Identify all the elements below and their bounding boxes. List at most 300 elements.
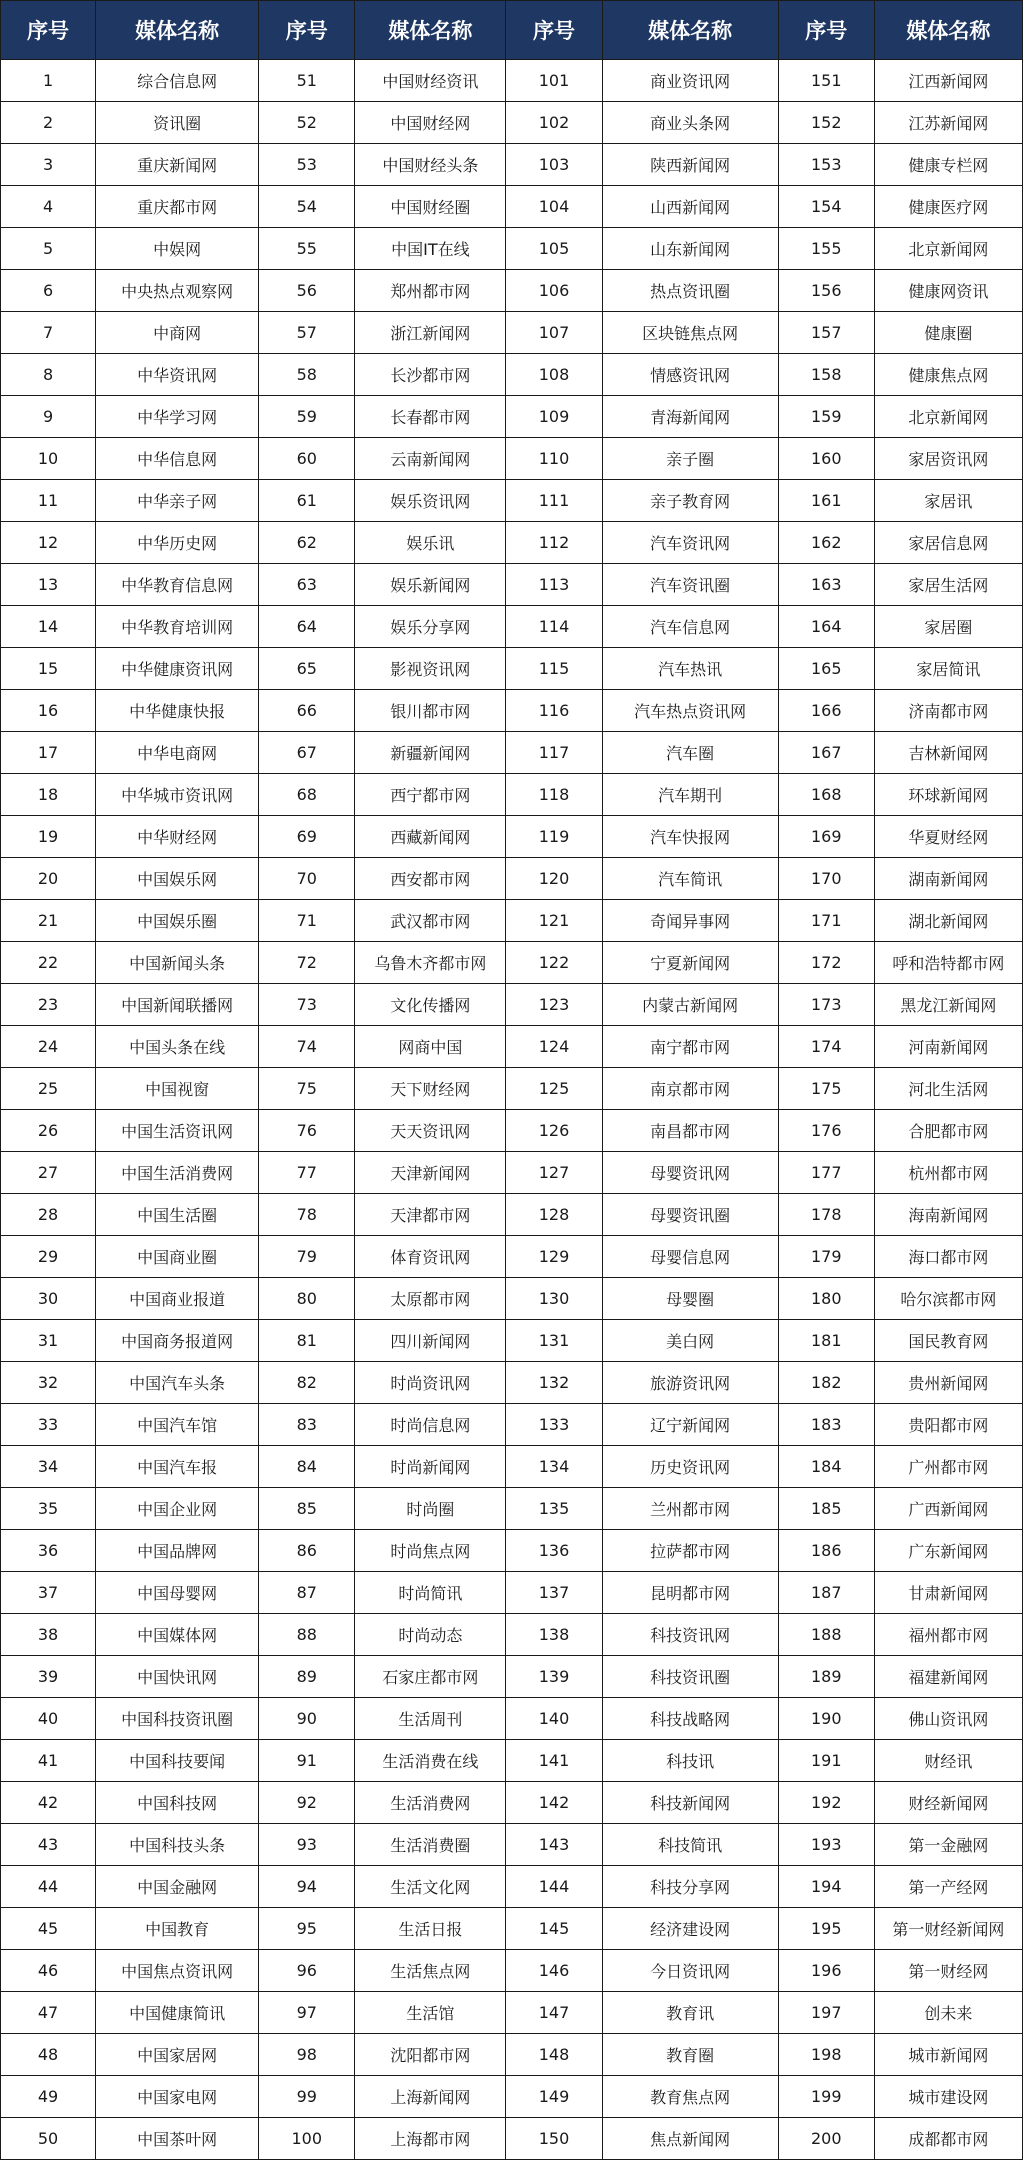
table-row [1, 648, 1023, 690]
row-seq-number: 135 [506, 1488, 602, 1530]
row-media-name: 中国汽车头条 [96, 1362, 259, 1404]
row-media-name: 汽车热点资讯网 [602, 690, 778, 732]
row-seq-number: 111 [506, 480, 602, 522]
row-seq-number: 98 [259, 2034, 355, 2076]
table-row [1, 774, 1023, 816]
row-media-name: 娱乐资讯网 [355, 480, 506, 522]
row-seq-number: 154 [778, 186, 874, 228]
row-media-name: 教育圈 [602, 2034, 778, 2076]
row-media-name: 西宁都市网 [355, 774, 506, 816]
row-media-name: 海口都市网 [874, 1236, 1022, 1278]
table-row [1, 480, 1023, 522]
row-media-name: 中华信息网 [96, 438, 259, 480]
row-seq-number: 127 [506, 1152, 602, 1194]
row-media-name: 生活文化网 [355, 1866, 506, 1908]
row-media-name: 太原都市网 [355, 1278, 506, 1320]
table-row [1, 1152, 1023, 1194]
row-media-name: 汽车圈 [602, 732, 778, 774]
row-seq-number: 78 [259, 1194, 355, 1236]
row-seq-number: 195 [778, 1908, 874, 1950]
row-media-name: 中华财经网 [96, 816, 259, 858]
row-seq-number: 149 [506, 2076, 602, 2118]
row-media-name: 天天资讯网 [355, 1110, 506, 1152]
row-seq-number: 11 [1, 480, 96, 522]
row-seq-number: 179 [778, 1236, 874, 1278]
table-row [1, 606, 1023, 648]
row-seq-number: 75 [259, 1068, 355, 1110]
row-media-name: 汽车快报网 [602, 816, 778, 858]
row-seq-number: 104 [506, 186, 602, 228]
row-seq-number: 122 [506, 942, 602, 984]
row-media-name: 中国茶叶网 [96, 2118, 259, 2160]
table-row [1, 1278, 1023, 1320]
row-media-name: 广东新闻网 [874, 1530, 1022, 1572]
row-media-name: 济南都市网 [874, 690, 1022, 732]
header-media-name: 媒体名称 [96, 1, 259, 60]
row-seq-number: 74 [259, 1026, 355, 1068]
row-seq-number: 59 [259, 396, 355, 438]
row-media-name: 母婴信息网 [602, 1236, 778, 1278]
row-media-name: 辽宁新闻网 [602, 1404, 778, 1446]
row-media-name: 武汉都市网 [355, 900, 506, 942]
row-seq-number: 89 [259, 1656, 355, 1698]
row-seq-number: 141 [506, 1740, 602, 1782]
row-media-name: 长沙都市网 [355, 354, 506, 396]
row-media-name: 中国财经圈 [355, 186, 506, 228]
row-media-name: 家居信息网 [874, 522, 1022, 564]
row-seq-number: 194 [778, 1866, 874, 1908]
row-media-name: 广州都市网 [874, 1446, 1022, 1488]
row-media-name: 江苏新闻网 [874, 102, 1022, 144]
row-media-name: 中国新闻联播网 [96, 984, 259, 1026]
row-media-name: 哈尔滨都市网 [874, 1278, 1022, 1320]
row-media-name: 中央热点观察网 [96, 270, 259, 312]
row-media-name: 家居简讯 [874, 648, 1022, 690]
row-media-name: 母婴资讯圈 [602, 1194, 778, 1236]
row-media-name: 商业资讯网 [602, 60, 778, 102]
row-media-name: 中国生活消费网 [96, 1152, 259, 1194]
row-seq-number: 88 [259, 1614, 355, 1656]
row-seq-number: 65 [259, 648, 355, 690]
row-media-name: 四川新闻网 [355, 1320, 506, 1362]
row-media-name: 江西新闻网 [874, 60, 1022, 102]
row-seq-number: 49 [1, 2076, 96, 2118]
row-media-name: 热点资讯圈 [602, 270, 778, 312]
row-media-name: 北京新闻网 [874, 396, 1022, 438]
row-media-name: 天津新闻网 [355, 1152, 506, 1194]
row-media-name: 湖北新闻网 [874, 900, 1022, 942]
row-media-name: 中国母婴网 [96, 1572, 259, 1614]
row-seq-number: 133 [506, 1404, 602, 1446]
row-seq-number: 69 [259, 816, 355, 858]
row-seq-number: 71 [259, 900, 355, 942]
row-seq-number: 3 [1, 144, 96, 186]
row-media-name: 科技讯 [602, 1740, 778, 1782]
row-media-name: 西藏新闻网 [355, 816, 506, 858]
row-seq-number: 67 [259, 732, 355, 774]
row-media-name: 中国IT在线 [355, 228, 506, 270]
row-media-name: 体育资讯网 [355, 1236, 506, 1278]
table-row [1, 1404, 1023, 1446]
row-media-name: 生活消费网 [355, 1782, 506, 1824]
table-row [1, 1824, 1023, 1866]
row-seq-number: 40 [1, 1698, 96, 1740]
row-seq-number: 29 [1, 1236, 96, 1278]
table-row [1, 1614, 1023, 1656]
row-media-name: 亲子圈 [602, 438, 778, 480]
row-media-name: 第一财经网 [874, 1950, 1022, 1992]
row-media-name: 区块链焦点网 [602, 312, 778, 354]
row-media-name: 长春都市网 [355, 396, 506, 438]
row-seq-number: 13 [1, 564, 96, 606]
row-seq-number: 39 [1, 1656, 96, 1698]
row-media-name: 杭州都市网 [874, 1152, 1022, 1194]
row-seq-number: 27 [1, 1152, 96, 1194]
row-media-name: 中国企业网 [96, 1488, 259, 1530]
row-seq-number: 142 [506, 1782, 602, 1824]
row-media-name: 中华历史网 [96, 522, 259, 564]
table-row [1, 1530, 1023, 1572]
row-seq-number: 94 [259, 1866, 355, 1908]
row-media-name: 家居资讯网 [874, 438, 1022, 480]
row-media-name: 科技资讯网 [602, 1614, 778, 1656]
row-seq-number: 123 [506, 984, 602, 1026]
row-seq-number: 19 [1, 816, 96, 858]
row-seq-number: 4 [1, 186, 96, 228]
row-media-name: 中国汽车报 [96, 1446, 259, 1488]
row-seq-number: 101 [506, 60, 602, 102]
row-seq-number: 192 [778, 1782, 874, 1824]
row-seq-number: 20 [1, 858, 96, 900]
row-seq-number: 48 [1, 2034, 96, 2076]
row-seq-number: 129 [506, 1236, 602, 1278]
row-seq-number: 24 [1, 1026, 96, 1068]
table-row [1, 1656, 1023, 1698]
row-media-name: 重庆都市网 [96, 186, 259, 228]
row-seq-number: 2 [1, 102, 96, 144]
row-seq-number: 81 [259, 1320, 355, 1362]
row-media-name: 生活消费在线 [355, 1740, 506, 1782]
row-media-name: 旅游资讯网 [602, 1362, 778, 1404]
row-media-name: 南京都市网 [602, 1068, 778, 1110]
table-row [1, 60, 1023, 102]
row-media-name: 兰州都市网 [602, 1488, 778, 1530]
row-seq-number: 28 [1, 1194, 96, 1236]
row-seq-number: 77 [259, 1152, 355, 1194]
row-seq-number: 118 [506, 774, 602, 816]
row-media-name: 海南新闻网 [874, 1194, 1022, 1236]
row-media-name: 宁夏新闻网 [602, 942, 778, 984]
row-media-name: 中国视窗 [96, 1068, 259, 1110]
row-media-name: 中国财经资讯 [355, 60, 506, 102]
row-media-name: 家居生活网 [874, 564, 1022, 606]
row-media-name: 中国商业圈 [96, 1236, 259, 1278]
row-media-name: 娱乐讯 [355, 522, 506, 564]
row-media-name: 教育焦点网 [602, 2076, 778, 2118]
row-seq-number: 25 [1, 1068, 96, 1110]
row-media-name: 合肥都市网 [874, 1110, 1022, 1152]
row-media-name: 河南新闻网 [874, 1026, 1022, 1068]
row-seq-number: 115 [506, 648, 602, 690]
row-seq-number: 174 [778, 1026, 874, 1068]
row-media-name: 浙江新闻网 [355, 312, 506, 354]
row-media-name: 中华城市资讯网 [96, 774, 259, 816]
row-seq-number: 152 [778, 102, 874, 144]
row-seq-number: 54 [259, 186, 355, 228]
row-seq-number: 86 [259, 1530, 355, 1572]
row-seq-number: 100 [259, 2118, 355, 2160]
row-seq-number: 176 [778, 1110, 874, 1152]
row-seq-number: 146 [506, 1950, 602, 1992]
row-media-name: 河北生活网 [874, 1068, 1022, 1110]
row-seq-number: 76 [259, 1110, 355, 1152]
row-seq-number: 80 [259, 1278, 355, 1320]
table-row [1, 438, 1023, 480]
row-seq-number: 144 [506, 1866, 602, 1908]
row-seq-number: 64 [259, 606, 355, 648]
row-seq-number: 160 [778, 438, 874, 480]
row-seq-number: 97 [259, 1992, 355, 2034]
row-seq-number: 166 [778, 690, 874, 732]
row-media-name: 历史资讯网 [602, 1446, 778, 1488]
table-row [1, 564, 1023, 606]
row-media-name: 中国家电网 [96, 2076, 259, 2118]
row-seq-number: 85 [259, 1488, 355, 1530]
row-seq-number: 68 [259, 774, 355, 816]
row-seq-number: 185 [778, 1488, 874, 1530]
table-row [1, 144, 1023, 186]
row-media-name: 生活日报 [355, 1908, 506, 1950]
row-media-name: 亲子教育网 [602, 480, 778, 522]
row-media-name: 天下财经网 [355, 1068, 506, 1110]
row-media-name: 经济建设网 [602, 1908, 778, 1950]
row-seq-number: 114 [506, 606, 602, 648]
row-media-name: 石家庄都市网 [355, 1656, 506, 1698]
header-media-name: 媒体名称 [355, 1, 506, 60]
table-body [1, 60, 1023, 2160]
row-seq-number: 116 [506, 690, 602, 732]
row-seq-number: 137 [506, 1572, 602, 1614]
row-media-name: 中国科技要闻 [96, 1740, 259, 1782]
row-seq-number: 177 [778, 1152, 874, 1194]
table-row [1, 1362, 1023, 1404]
row-media-name: 时尚简讯 [355, 1572, 506, 1614]
table-row [1, 270, 1023, 312]
row-seq-number: 180 [778, 1278, 874, 1320]
row-seq-number: 32 [1, 1362, 96, 1404]
row-seq-number: 169 [778, 816, 874, 858]
row-seq-number: 22 [1, 942, 96, 984]
row-seq-number: 198 [778, 2034, 874, 2076]
table-row [1, 1698, 1023, 1740]
row-media-name: 中商网 [96, 312, 259, 354]
row-seq-number: 51 [259, 60, 355, 102]
row-seq-number: 46 [1, 1950, 96, 1992]
row-media-name: 时尚圈 [355, 1488, 506, 1530]
table-row [1, 1488, 1023, 1530]
table-row [1, 690, 1023, 732]
row-media-name: 汽车信息网 [602, 606, 778, 648]
row-media-name: 中国品牌网 [96, 1530, 259, 1572]
header-seq: 序号 [1, 1, 96, 60]
table-row [1, 1320, 1023, 1362]
row-media-name: 科技新闻网 [602, 1782, 778, 1824]
row-seq-number: 190 [778, 1698, 874, 1740]
row-seq-number: 163 [778, 564, 874, 606]
row-seq-number: 96 [259, 1950, 355, 1992]
row-media-name: 健康网资讯 [874, 270, 1022, 312]
row-media-name: 汽车简讯 [602, 858, 778, 900]
header-seq: 序号 [506, 1, 602, 60]
row-media-name: 中国科技头条 [96, 1824, 259, 1866]
row-media-name: 时尚信息网 [355, 1404, 506, 1446]
row-seq-number: 150 [506, 2118, 602, 2160]
row-media-name: 呼和浩特都市网 [874, 942, 1022, 984]
row-seq-number: 147 [506, 1992, 602, 2034]
row-seq-number: 161 [778, 480, 874, 522]
row-seq-number: 162 [778, 522, 874, 564]
row-seq-number: 119 [506, 816, 602, 858]
table-row [1, 1992, 1023, 2034]
row-seq-number: 138 [506, 1614, 602, 1656]
row-media-name: 生活消费圈 [355, 1824, 506, 1866]
row-seq-number: 199 [778, 2076, 874, 2118]
row-seq-number: 66 [259, 690, 355, 732]
row-media-name: 财经讯 [874, 1740, 1022, 1782]
row-seq-number: 102 [506, 102, 602, 144]
row-media-name: 时尚焦点网 [355, 1530, 506, 1572]
row-media-name: 中国生活圈 [96, 1194, 259, 1236]
row-media-name: 佛山资讯网 [874, 1698, 1022, 1740]
table-row [1, 228, 1023, 270]
row-media-name: 时尚资讯网 [355, 1362, 506, 1404]
row-seq-number: 175 [778, 1068, 874, 1110]
row-media-name: 成都都市网 [874, 2118, 1022, 2160]
row-seq-number: 187 [778, 1572, 874, 1614]
row-seq-number: 110 [506, 438, 602, 480]
row-media-name: 福州都市网 [874, 1614, 1022, 1656]
table-row [1, 2118, 1023, 2160]
row-seq-number: 83 [259, 1404, 355, 1446]
row-seq-number: 182 [778, 1362, 874, 1404]
row-media-name: 中国教育 [96, 1908, 259, 1950]
row-seq-number: 139 [506, 1656, 602, 1698]
row-media-name: 中国商务报道网 [96, 1320, 259, 1362]
row-media-name: 生活焦点网 [355, 1950, 506, 1992]
row-seq-number: 171 [778, 900, 874, 942]
row-seq-number: 12 [1, 522, 96, 564]
header-media-name: 媒体名称 [602, 1, 778, 60]
row-seq-number: 132 [506, 1362, 602, 1404]
row-seq-number: 145 [506, 1908, 602, 1950]
row-media-name: 中华电商网 [96, 732, 259, 774]
row-media-name: 中国商业报道 [96, 1278, 259, 1320]
row-media-name: 第一财经新闻网 [874, 1908, 1022, 1950]
row-seq-number: 62 [259, 522, 355, 564]
row-media-name: 南昌都市网 [602, 1110, 778, 1152]
row-seq-number: 159 [778, 396, 874, 438]
table-row [1, 102, 1023, 144]
row-media-name: 财经新闻网 [874, 1782, 1022, 1824]
row-seq-number: 183 [778, 1404, 874, 1446]
row-media-name: 中华健康资讯网 [96, 648, 259, 690]
row-seq-number: 117 [506, 732, 602, 774]
row-media-name: 汽车期刊 [602, 774, 778, 816]
table-row [1, 900, 1023, 942]
table-row [1, 312, 1023, 354]
row-seq-number: 93 [259, 1824, 355, 1866]
row-media-name: 中华亲子网 [96, 480, 259, 522]
row-seq-number: 173 [778, 984, 874, 1026]
row-seq-number: 196 [778, 1950, 874, 1992]
row-seq-number: 193 [778, 1824, 874, 1866]
row-media-name: 情感资讯网 [602, 354, 778, 396]
row-seq-number: 43 [1, 1824, 96, 1866]
table-row [1, 942, 1023, 984]
table-row [1, 1866, 1023, 1908]
table-row [1, 1908, 1023, 1950]
row-media-name: 中国快讯网 [96, 1656, 259, 1698]
row-media-name: 文化传播网 [355, 984, 506, 1026]
row-media-name: 中国健康简讯 [96, 1992, 259, 2034]
row-seq-number: 33 [1, 1404, 96, 1446]
table-row [1, 2076, 1023, 2118]
row-seq-number: 164 [778, 606, 874, 648]
row-seq-number: 31 [1, 1320, 96, 1362]
row-seq-number: 136 [506, 1530, 602, 1572]
row-media-name: 今日资讯网 [602, 1950, 778, 1992]
row-media-name: 汽车热讯 [602, 648, 778, 690]
row-media-name: 云南新闻网 [355, 438, 506, 480]
row-media-name: 福建新闻网 [874, 1656, 1022, 1698]
row-seq-number: 99 [259, 2076, 355, 2118]
row-media-name: 中华学习网 [96, 396, 259, 438]
row-seq-number: 21 [1, 900, 96, 942]
row-seq-number: 53 [259, 144, 355, 186]
row-seq-number: 112 [506, 522, 602, 564]
table-row [1, 396, 1023, 438]
row-media-name: 影视资讯网 [355, 648, 506, 690]
row-media-name: 内蒙古新闻网 [602, 984, 778, 1026]
row-seq-number: 35 [1, 1488, 96, 1530]
table-header-row [1, 1, 1023, 60]
row-media-name: 贵阳都市网 [874, 1404, 1022, 1446]
row-media-name: 中娱网 [96, 228, 259, 270]
row-seq-number: 155 [778, 228, 874, 270]
row-media-name: 科技分享网 [602, 1866, 778, 1908]
row-seq-number: 55 [259, 228, 355, 270]
row-seq-number: 108 [506, 354, 602, 396]
row-media-name: 家居圈 [874, 606, 1022, 648]
row-seq-number: 82 [259, 1362, 355, 1404]
row-media-name: 健康焦点网 [874, 354, 1022, 396]
row-media-name: 新疆新闻网 [355, 732, 506, 774]
row-media-name: 第一金融网 [874, 1824, 1022, 1866]
row-media-name: 天津都市网 [355, 1194, 506, 1236]
row-seq-number: 124 [506, 1026, 602, 1068]
row-media-name: 湖南新闻网 [874, 858, 1022, 900]
row-media-name: 中国媒体网 [96, 1614, 259, 1656]
row-media-name: 沈阳都市网 [355, 2034, 506, 2076]
row-seq-number: 165 [778, 648, 874, 690]
row-seq-number: 17 [1, 732, 96, 774]
row-media-name: 乌鲁木齐都市网 [355, 942, 506, 984]
row-seq-number: 121 [506, 900, 602, 942]
row-seq-number: 5 [1, 228, 96, 270]
row-media-name: 山东新闻网 [602, 228, 778, 270]
row-media-name: 中国财经网 [355, 102, 506, 144]
row-media-name: 南宁都市网 [602, 1026, 778, 1068]
